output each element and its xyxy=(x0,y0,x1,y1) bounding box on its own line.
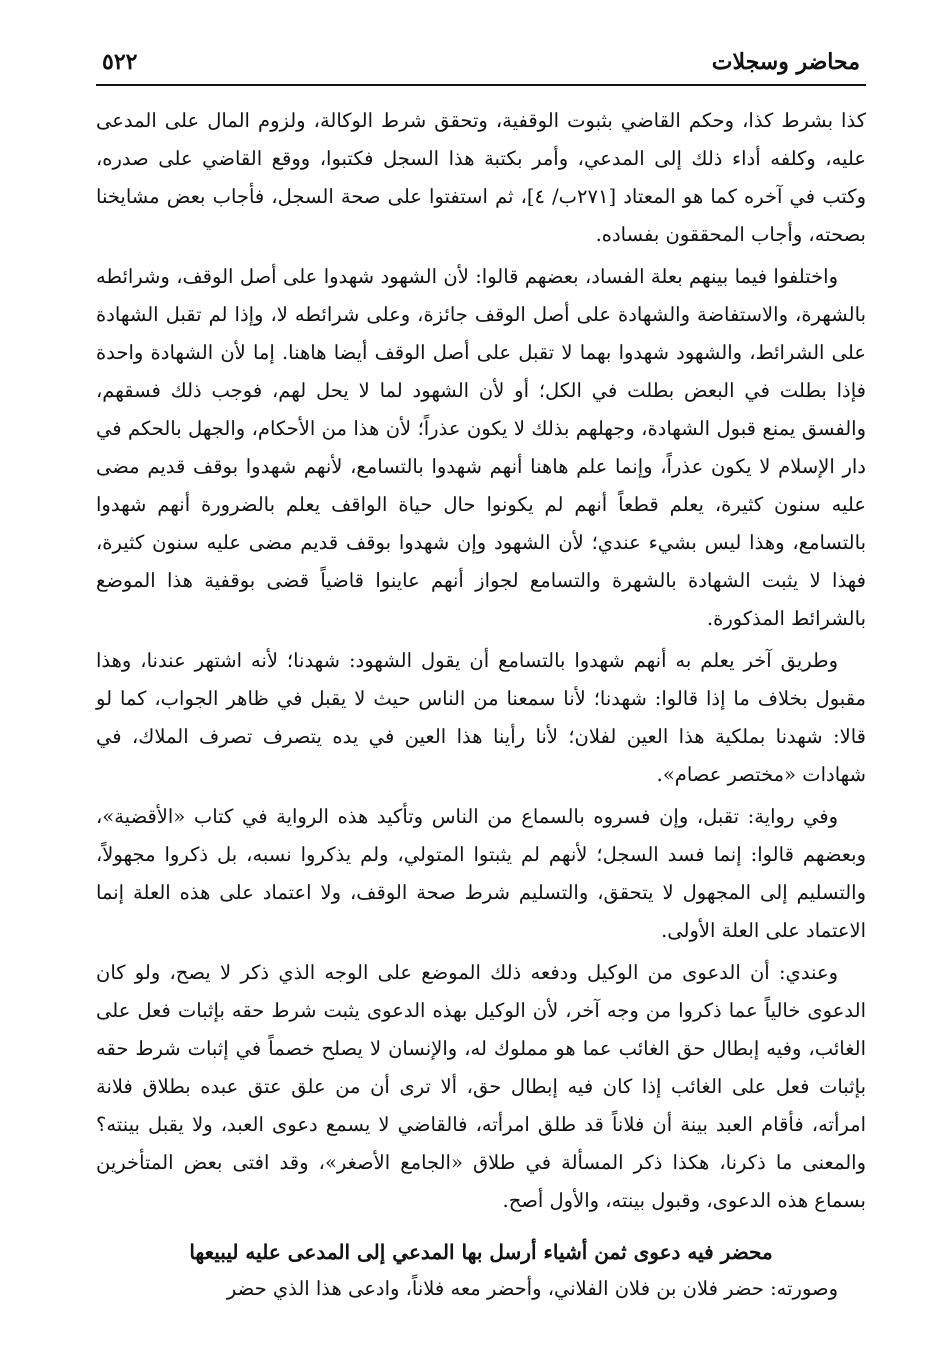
paragraph: كذا بشرط كذا، وحكم القاضي بثبوت الوقفية، وتحقق شرط الوكالة، ولزوم المال على المدعى عليه، وكلفه أداء ذلك إلى المدعي، وأمر بكتبة هذا السجل فكتبوا، ووقع القاضي على صدره، وكتب في آخره كما هو المعتاد [٢٧١ب/ ٤]، ثم استفتوا على صحة السجل، فأجاب بعض مشايخنا بصحته، وأجاب المحققون بفساده. xyxy=(96,109,866,246)
paragraph: وفي رواية: تقبل، وإن فسروه بالسماع من الناس وتأكيد هذه الرواية في كتاب «الأقضية»، وبعضهم قالوا: إنما فسد السجل؛ لأنهم لم يثبتوا المتولي، ولم يذكروا نسبه، بل ذكروا مجهولاً، والتسليم إلى المجهول لا يتحقق، والتسليم شرط صحة الوقف، ولا اعتماد على هذه العلة إنما الاعتماد على العلة الأولى. xyxy=(96,805,866,942)
paragraph: وعندي: أن الدعوى من الوكيل ودفعه ذلك الموضع على الوجه الذي ذكر لا يصح، ولو كان الدعوى خالياً عما ذكروا من وجه آخر، لأن الوكيل بهذه الدعوى يثبت شرط حقه بإثبات فعل على الغائب، وفيه إبطال حق الغائب عما هو مملوك له، والإنسان لا يصلح خصماً في إثبات شرط حقه بإثبات فعل على الغائب إذا كان فيه إبطال حق، ألا ترى أن من علق عتق عبده بطلاق فلانة امرأته، فأقام العبد بينة أن فلاناً قد طلق امرأته، فالقاضي لا يسمع دعوى العبد، ولا يقبل بينته؟ والمعنى ما ذكرنا، هكذا ذكر المسألة في طلاق «الجامع الأصغر»، وقد افتى بعض المتأخرين بسماع هذه الدعوى، وقبول بينته، والأول أصح. xyxy=(96,961,866,1212)
paragraph: وطريق آخر يعلم به أنهم شهدوا بالتسامع أن يقول الشهود: شهدنا؛ لأنه اشتهر عندنا، وهذا مقبول بخلاف ما إذا قالوا: شهدنا؛ لأنا سمعنا من الناس حيث لا يقبل في ظاهر الجواب، كما لو قالا: شهدنا بملكية هذا العين لفلان؛ لأنا رأينا هذا العين في يده يتصرف تصرف الملاك، في شهادات «مختصر عصام». xyxy=(96,649,866,786)
book-page xyxy=(96,40,866,1350)
section-first-line: وصورته: حضر فلان بن فلان الفلاني، وأحضر معه فلاناً، وادعى هذا الذي حضر xyxy=(226,1277,838,1300)
paragraph: واختلفوا فيما بينهم بعلة الفساد، بعضهم قالوا: لأن الشهود شهدوا على أصل الوقف، وشرائطه بالشهرة، والاستفاضة والشهادة على أصل الوقف جائزة، وعلى شرائطه لا، وإذا لم تقبل الشهادة على الشرائط، والشهود شهدوا بهما لا تقبل على أصل الوقف أيضا هاهنا. إما لأن الشهادة واحدة فإذا بطلت في البعض بطلت في الكل؛ أو لأن الشهود لما لا يحل لهم، فوجب ذلك فسقهم، والفسق يمنع قبول الشهادة، وجهلهم بذلك لا يكون عذراً؛ لأن هذا من الأحكام، والجهل بالحكم في دار الإسلام لا يكون عذراً، وإنما علم هاهنا أنهم شهدوا بالتسامع، لأنهم شهدوا بوقف قديم مضى عليه سنون كثيرة، يعلم قطعاً أنهم لم يكونوا حال حياة الواقف يعلم بالضرورة أنهم شهدوا بالتسامع، وهذا ليس بشيء عندي؛ لأن الشهود وإن شهدوا بوقف قديم مضى عليه سنون كثيرة، فهذا لا يثبت الشهادة بالشهرة والتسامع لجواز أنهم عاينوا قاضياً قضى بوقفية هذا الموضع بالشرائط المذكورة. xyxy=(96,265,866,630)
section-heading: محضر فيه دعوى ثمن أشياء أرسل بها المدعي إلى المدعى عليه ليبيعها xyxy=(189,1240,773,1264)
running-title: محاضر وسجلات xyxy=(711,49,860,75)
page-number: ٥٢٢ xyxy=(102,49,138,75)
main-text xyxy=(96,102,866,1220)
page-header xyxy=(96,40,866,86)
